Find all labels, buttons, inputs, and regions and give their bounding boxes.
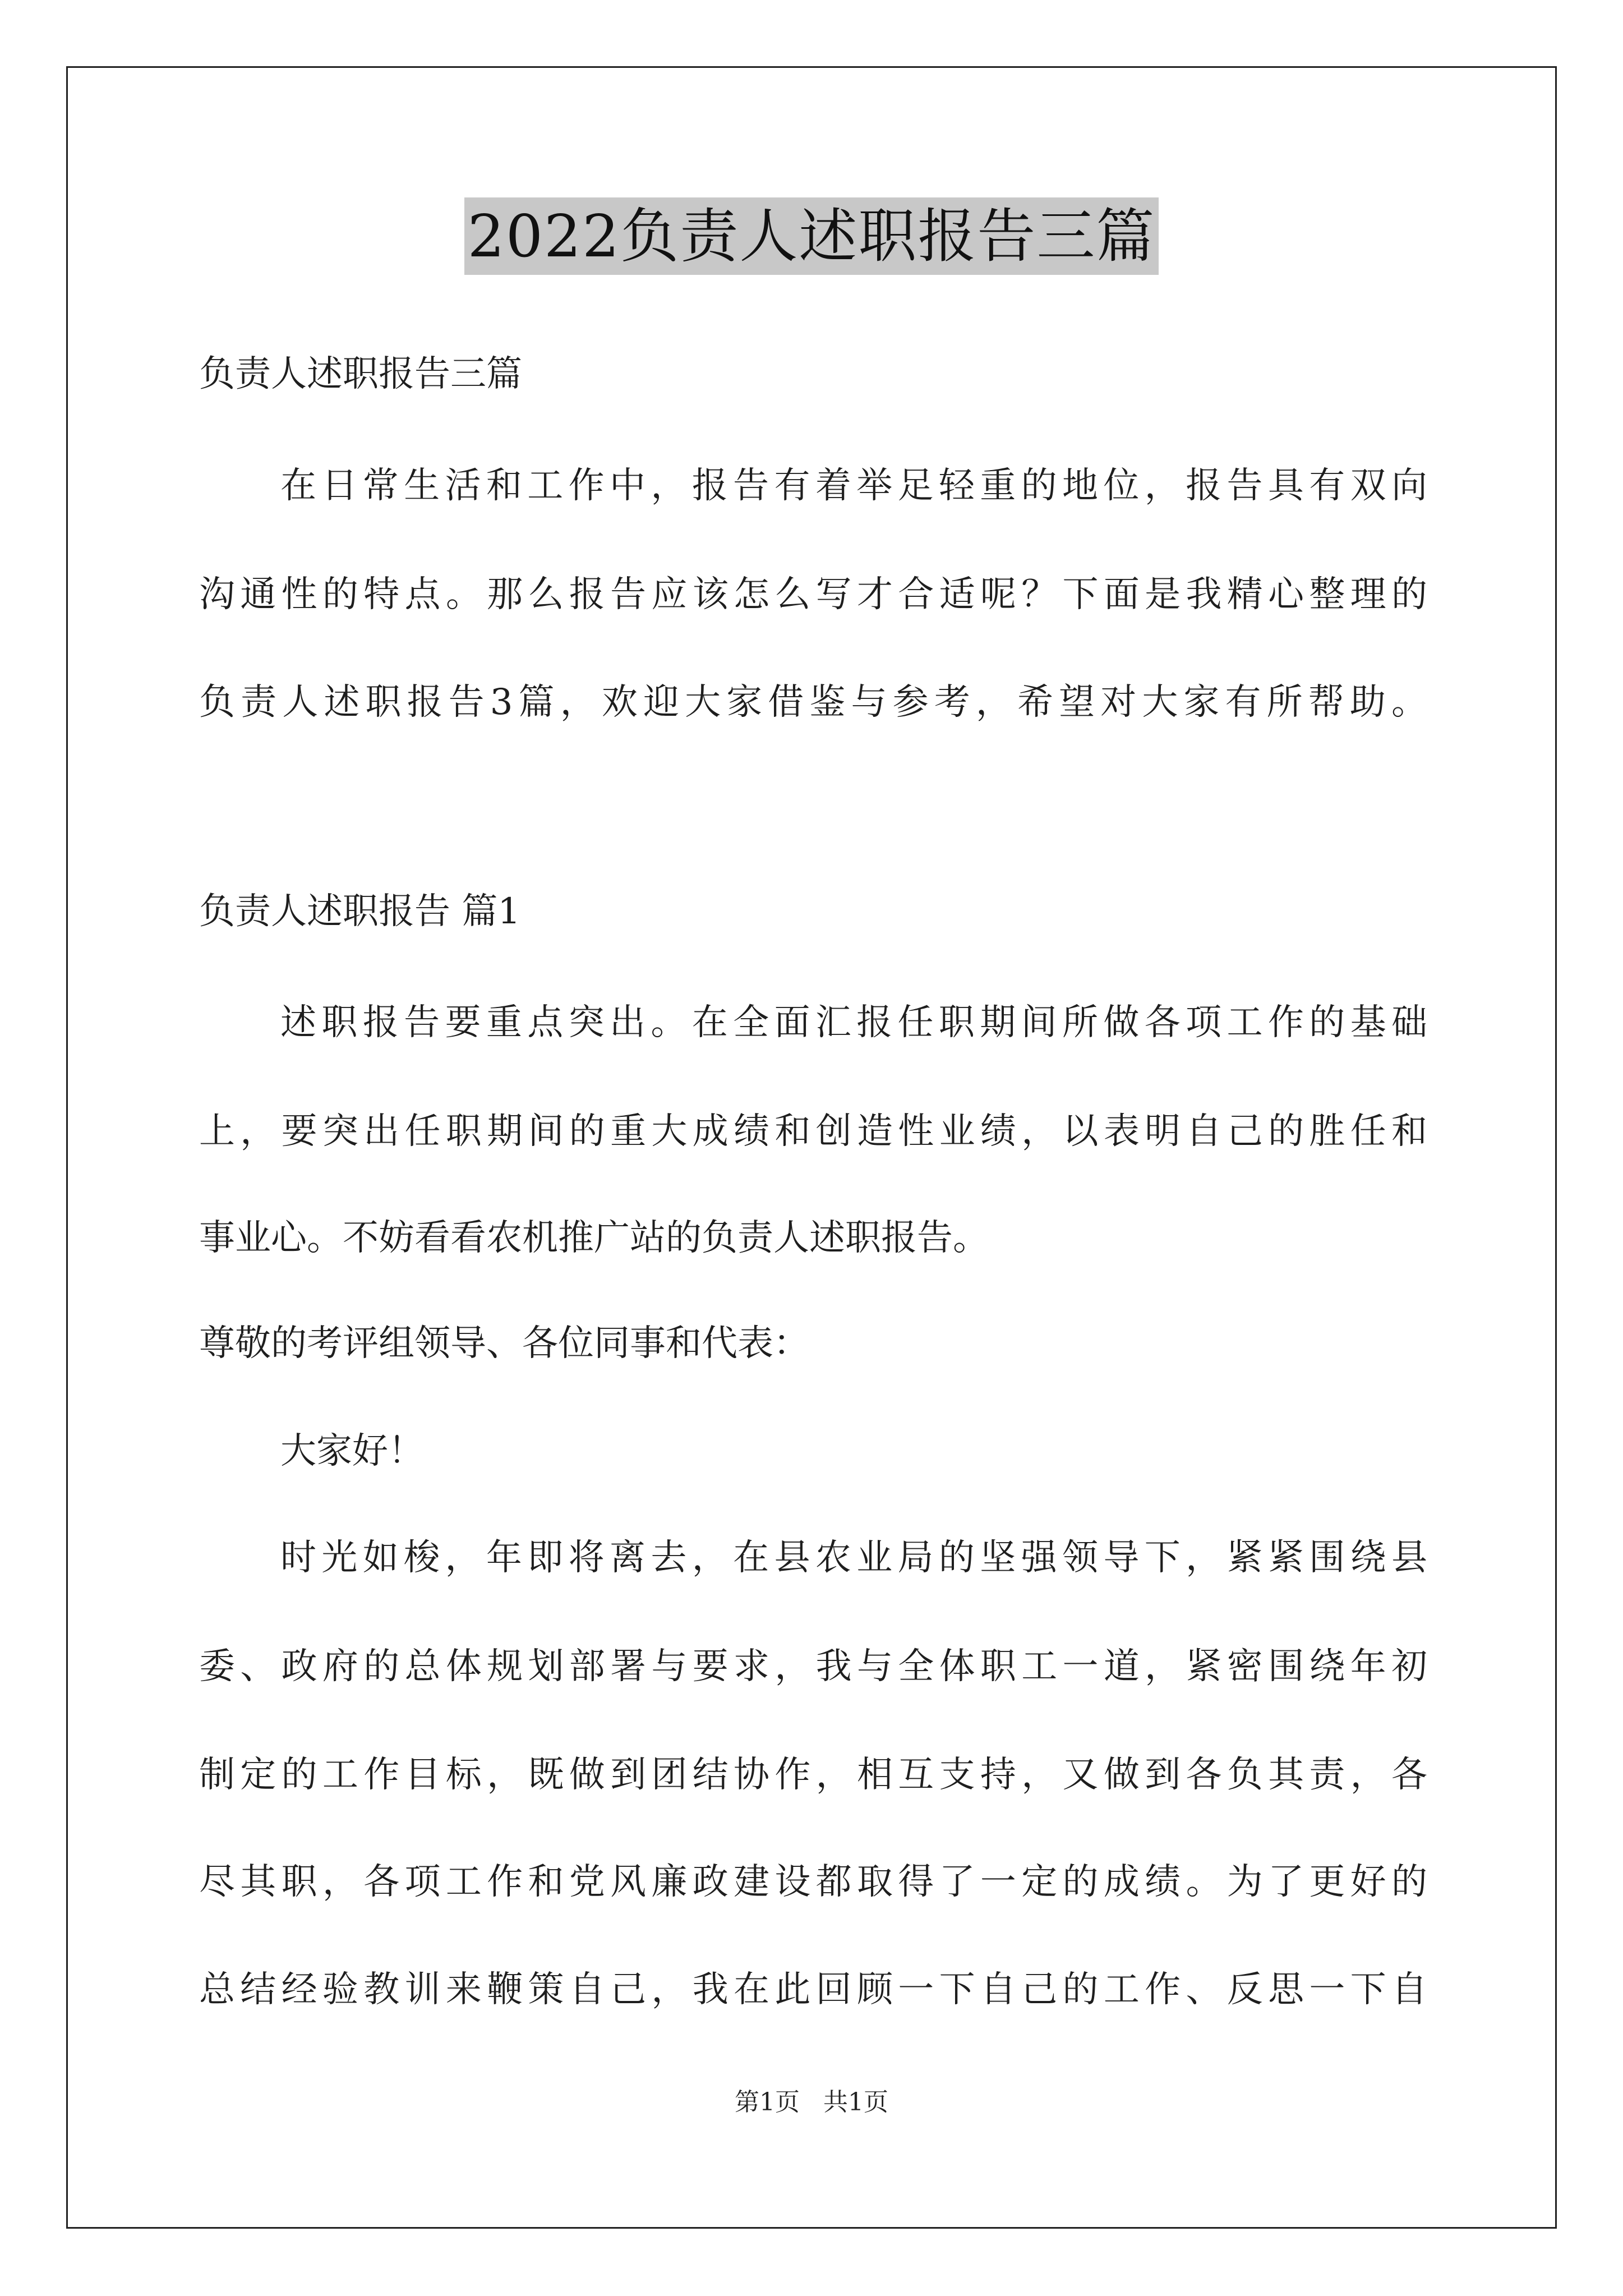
body-line-7: 尽其职，各项工作和党风廉政建设都取得了一定的成绩。为了更好的 — [199, 1861, 1427, 1903]
section-heading: 负责人述职报告 篇1 — [199, 891, 521, 932]
body-line-8: 总结经验教训来鞭策自己，我在此回顾一下自己的工作、反思一下自 — [199, 1969, 1427, 2010]
body-line-6: 制定的工作目标，既做到团结协作，相互支持，又做到各负其责，各 — [199, 1754, 1427, 1796]
body-line-2: 上，要突出任职期间的重大成绩和创造性业绩，以表明自己的胜任和 — [199, 1111, 1427, 1152]
greeting-line: 大家好！ — [280, 1430, 424, 1472]
body-line-5: 委、政府的总体规划部署与要求，我与全体职工一道，紧密围绕年初 — [199, 1646, 1427, 1687]
page-number-current: 第1页 — [735, 2088, 800, 2116]
intro-line-2: 沟通性的特点。那么报告应该怎么写才合适呢？下面是我精心整理的 — [199, 574, 1427, 615]
subtitle-line: 负责人述职报告三篇 — [199, 353, 522, 395]
page-number-total: 共1页 — [823, 2088, 888, 2116]
body-line-4: 时光如梭，年即将离去，在县农业局的坚强领导下，紧紧围绕县 — [280, 1537, 1427, 1579]
document-title: 2022负责人述职报告三篇 — [464, 197, 1159, 275]
title-wrapper — [0, 197, 1623, 275]
body-line-1: 述职报告要重点突出。在全面汇报任职期间所做各项工作的基础 — [280, 1002, 1427, 1043]
page-footer — [0, 2087, 1623, 2118]
intro-line-3: 负责人述职报告3篇，欢迎大家借鉴与参考，希望对大家有所帮助。 — [199, 682, 1427, 723]
salutation-line: 尊敬的考评组领导、各位同事和代表： — [199, 1323, 809, 1364]
body-line-3: 事业心。不妨看看农机推广站的负责人述职报告。 — [199, 1217, 989, 1259]
intro-line-1: 在日常生活和工作中，报告有着举足轻重的地位，报告具有双向 — [280, 465, 1427, 507]
